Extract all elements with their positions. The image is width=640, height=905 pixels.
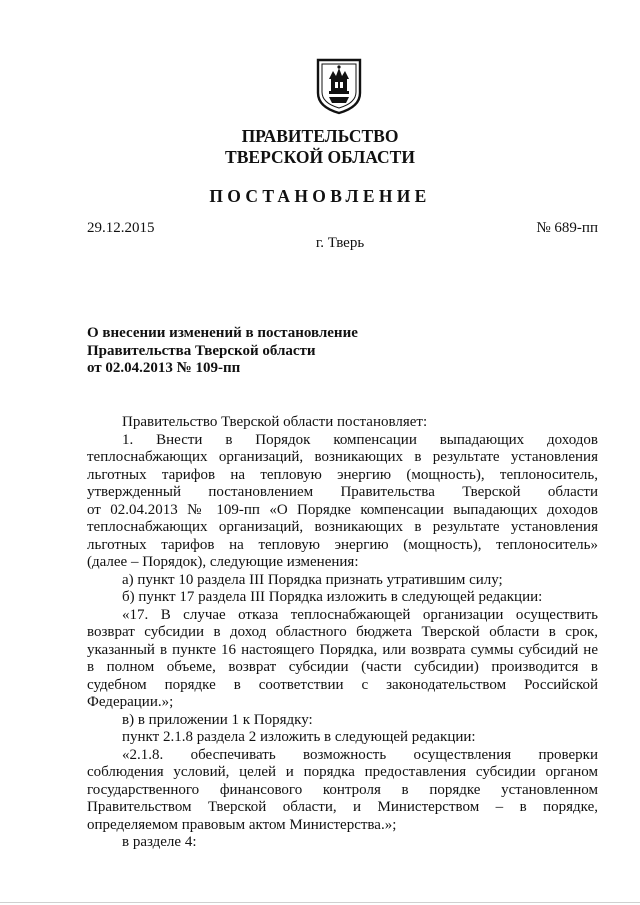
body-line: льготных тарифов на тепловую энергию (мощность), теплоноситель, xyxy=(87,466,598,483)
document-number: № 689-пп xyxy=(536,220,598,236)
body-line: теплоснабжающих организаций, возникающих в результате установления xyxy=(87,449,598,465)
body-line: в разделе 4: xyxy=(122,834,197,850)
document-body xyxy=(87,414,598,852)
page-bottom-edge xyxy=(0,902,640,903)
body-line: б) пункт 17 раздела III Порядка изложить в следующей редакции: xyxy=(122,589,543,605)
document-type: ПОСТАНОВЛЕНИЕ xyxy=(209,186,431,206)
subject-line: от 02.04.2013 № 109-пп xyxy=(87,360,241,376)
body-line: Правительство Тверской области постановляет: xyxy=(122,414,428,430)
body-line: Правительством Тверской области, и Министерством – в порядке, xyxy=(87,799,598,815)
government-name-line-2: ТВЕРСКОЙ ОБЛАСТИ xyxy=(225,147,415,167)
body-line: «2.1.8. обеспечивать возможность осуществления проверки xyxy=(122,746,598,763)
body-line: 1. Внести в Порядок компенсации выпадающих доходов xyxy=(122,431,598,448)
body-line: льготных тарифов на тепловую энергию (мощность), теплоноситель» xyxy=(87,536,598,553)
subject-line: О внесении изменений в постановление xyxy=(87,325,358,341)
body-line: утвержденный постановлением Правительства Тверской области xyxy=(87,484,598,500)
document-date: 29.12.2015 xyxy=(87,220,155,236)
body-line: от 02.04.2013 № 109-пп «О Порядке компенсации выпадающих доходов xyxy=(87,501,598,518)
body-line: указанный в пункте 16 настоящего Порядка, или возврата суммы субсидий не xyxy=(87,641,598,658)
body-line: определяемом правовым актом Министерства.»; xyxy=(87,816,397,833)
body-line: пункт 2.1.8 раздела 2 изложить в следующей редакции: xyxy=(122,729,476,745)
subject-line: Правительства Тверской области xyxy=(87,342,316,359)
body-line: теплоснабжающих организаций, возникающих в результате установления xyxy=(87,519,598,535)
body-line: соблюдения условий, целей и порядка предоставления субсидии органом xyxy=(87,764,598,780)
document-city: г. Тверь xyxy=(315,235,365,251)
body-line: в) в приложении 1 к Порядку: xyxy=(122,711,313,728)
government-name-line-1: ПРАВИТЕЛЬСТВО xyxy=(241,126,399,146)
body-line: в полном объеме, возврат субсидии (части субсидии) производится в xyxy=(87,659,598,675)
coat-of-arms-icon xyxy=(315,57,363,115)
document-subject xyxy=(87,325,447,378)
body-line: Федерации.»; xyxy=(87,694,174,710)
body-line: судебном порядке в соответствии с законодательством Российской xyxy=(87,676,598,693)
body-line: возврат субсидии в доход областного бюджета Тверской области в срок, xyxy=(87,624,598,640)
body-line: (далее – Порядок), следующие изменения: xyxy=(87,554,359,570)
body-line: а) пункт 10 раздела III Порядка признать утратившим силу; xyxy=(122,571,503,588)
body-line: «17. В случае отказа теплоснабжающей организации осуществить xyxy=(122,606,598,623)
body-line: государственного финансового контроля в порядке установленном xyxy=(87,781,598,798)
